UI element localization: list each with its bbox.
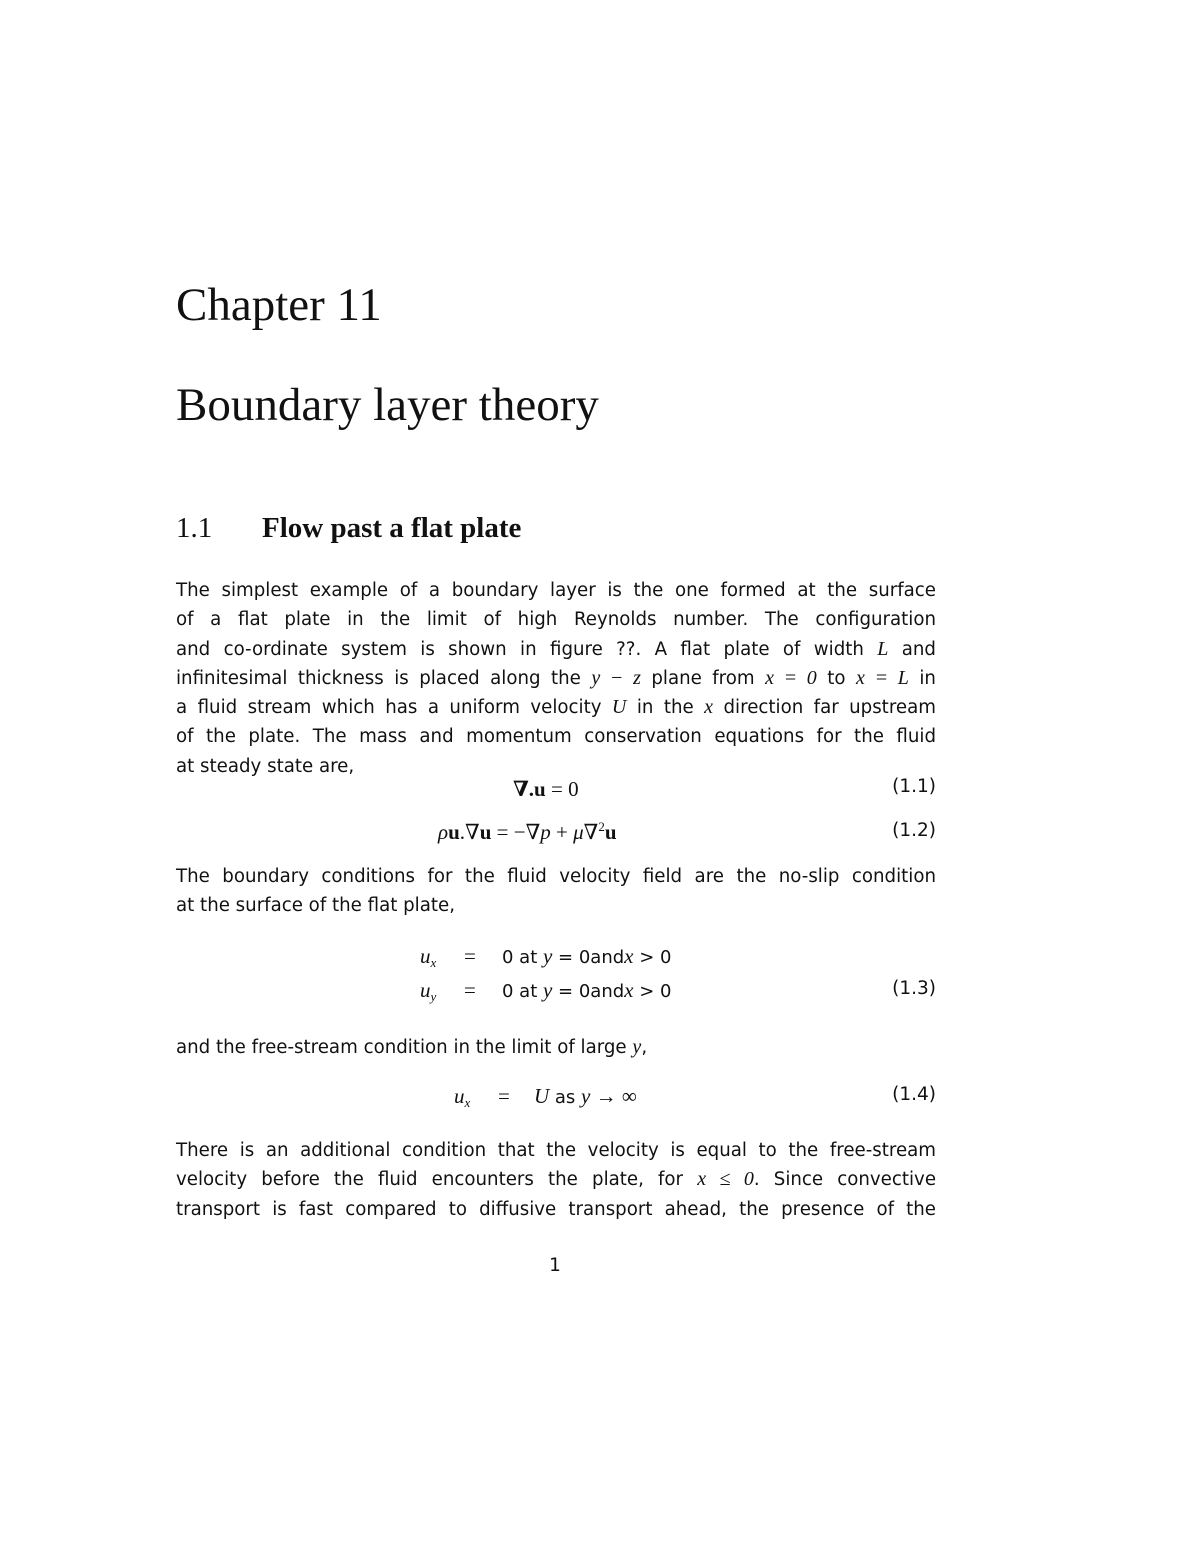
math-text: > 0 xyxy=(633,981,672,1002)
math-text: > 0 xyxy=(633,947,672,968)
chapter-title: Boundary layer theory xyxy=(176,379,599,431)
math-text: 0 at xyxy=(502,981,543,1002)
text-run: a fluid stream which has a uniform velocity xyxy=(176,697,602,719)
math-var: p xyxy=(540,820,551,844)
equation-lhs xyxy=(420,978,436,1003)
math-rel: = xyxy=(496,820,509,844)
paragraph-line: There is an additional condition that the velocity is equal to the free-stream xyxy=(176,1140,936,1161)
math-op: + xyxy=(550,820,574,844)
text-run: , xyxy=(641,1037,648,1058)
math-var: x xyxy=(624,944,634,968)
paragraph-line xyxy=(176,1033,936,1062)
paragraph-line: The simplest example of a boundary layer is the one formed at the surface xyxy=(176,580,936,601)
text-run: plane from xyxy=(651,667,755,689)
math-text: = 0and xyxy=(552,947,625,968)
equation-tag: (1.4) xyxy=(892,1084,936,1105)
math-var: x xyxy=(704,696,714,719)
section-title: Flow past a flat plate xyxy=(262,512,522,544)
math-rel: = xyxy=(551,777,563,801)
math-op: −∇ xyxy=(513,820,541,844)
equation-tag: (1.1) xyxy=(892,776,936,797)
chapter-label: Chapter 11 xyxy=(176,279,382,331)
equation-tag: (1.3) xyxy=(892,978,936,999)
equation-body xyxy=(513,776,579,802)
math-var: L xyxy=(877,637,889,660)
equation-tag: (1.2) xyxy=(892,820,936,841)
equation-lhs xyxy=(454,1084,470,1109)
paragraph-line: at steady state are, xyxy=(176,755,355,777)
text-run: in xyxy=(919,667,936,689)
math-sup: 2 xyxy=(598,819,605,834)
math-var: μ xyxy=(573,820,584,844)
math-sub: y xyxy=(430,989,437,1004)
paragraph-line: transport is fast compared to diffusive transport ahead, the presence of the xyxy=(176,1198,936,1220)
math-expr: x = L xyxy=(856,666,909,689)
paragraph-boundary-conditions xyxy=(176,862,936,921)
text-run: and co-ordinate system is shown in figure ??. A flat plate of width xyxy=(176,638,864,660)
math-op: → ∞ xyxy=(590,1084,637,1108)
text-run: infinitesimal thickness is placed along the xyxy=(176,667,581,689)
paragraph-line xyxy=(176,635,936,664)
paragraph-line xyxy=(176,1165,936,1194)
text-run: and xyxy=(901,638,936,660)
equation-body xyxy=(438,820,617,845)
paragraph-intro xyxy=(176,576,936,781)
math-op: .∇ xyxy=(459,820,480,844)
math-rel: = xyxy=(464,978,476,1002)
section-number: 1.1 xyxy=(176,512,213,544)
math-text: as xyxy=(549,1087,582,1108)
equation-1-2 xyxy=(176,820,936,850)
paragraph-additional-condition xyxy=(176,1136,936,1224)
math-var: U xyxy=(611,696,627,719)
page-number: 1 xyxy=(549,1255,561,1276)
math-var: y xyxy=(542,978,553,1002)
equation-rhs xyxy=(534,1084,637,1109)
math-var: y xyxy=(632,1036,642,1058)
math-var: U xyxy=(534,1084,550,1108)
text-run: to xyxy=(827,667,846,689)
math-rel: = xyxy=(464,944,476,968)
math-lhs: ∇.u xyxy=(513,777,546,801)
math-op: ∇ xyxy=(583,820,599,844)
math-sub: x xyxy=(430,955,437,970)
math-text: 0 at xyxy=(502,947,543,968)
paragraph-free-stream xyxy=(176,1033,936,1062)
math-sub: x xyxy=(464,1095,471,1110)
math-expr: y − z xyxy=(591,666,641,689)
math-expr: x ≤ 0 xyxy=(697,1168,754,1191)
paragraph-line: The boundary conditions for the fluid velocity field are the no-slip condition xyxy=(176,866,936,887)
equation-rhs xyxy=(502,944,671,969)
math-rhs: 0 xyxy=(568,777,579,801)
math-var: u xyxy=(420,978,431,1002)
equation-1-3-row-2 xyxy=(176,978,936,1008)
equation-1-4 xyxy=(176,1084,936,1114)
math-vec: u xyxy=(479,820,492,844)
equation-1-3-row-1 xyxy=(176,944,936,974)
paragraph-line: of the plate. The mass and momentum conservation equations for the fluid xyxy=(176,726,936,748)
paragraph-line: of a flat plate in the limit of high Reynolds number. The configuration xyxy=(176,609,936,631)
section-heading xyxy=(176,512,521,545)
math-vec: u xyxy=(448,820,460,844)
math-var: u xyxy=(420,944,431,968)
equation-lhs xyxy=(420,944,436,969)
math-var: y xyxy=(542,944,553,968)
text-run: . Since convective xyxy=(753,1169,937,1191)
math-var: y xyxy=(581,1084,591,1108)
equation-rhs xyxy=(502,978,671,1003)
math-var: x xyxy=(624,978,634,1002)
text-run: velocity before the fluid encounters the plate, for xyxy=(176,1169,684,1191)
math-text: = 0and xyxy=(552,981,625,1002)
equation-1-1 xyxy=(176,776,936,806)
math-rel: = xyxy=(498,1084,510,1108)
paragraph-line: at the surface of the flat plate, xyxy=(176,895,455,917)
text-run: in the xyxy=(636,697,694,719)
paragraph-line xyxy=(176,664,936,693)
math-vec: u xyxy=(604,820,617,844)
math-var: u xyxy=(454,1084,465,1108)
math-expr: x = 0 xyxy=(765,666,817,689)
text-run: and the free-stream condition in the limit of large xyxy=(176,1037,627,1058)
text-run: direction far upstream xyxy=(723,697,936,719)
paragraph-line xyxy=(176,693,936,722)
math-var: ρ xyxy=(438,820,449,844)
